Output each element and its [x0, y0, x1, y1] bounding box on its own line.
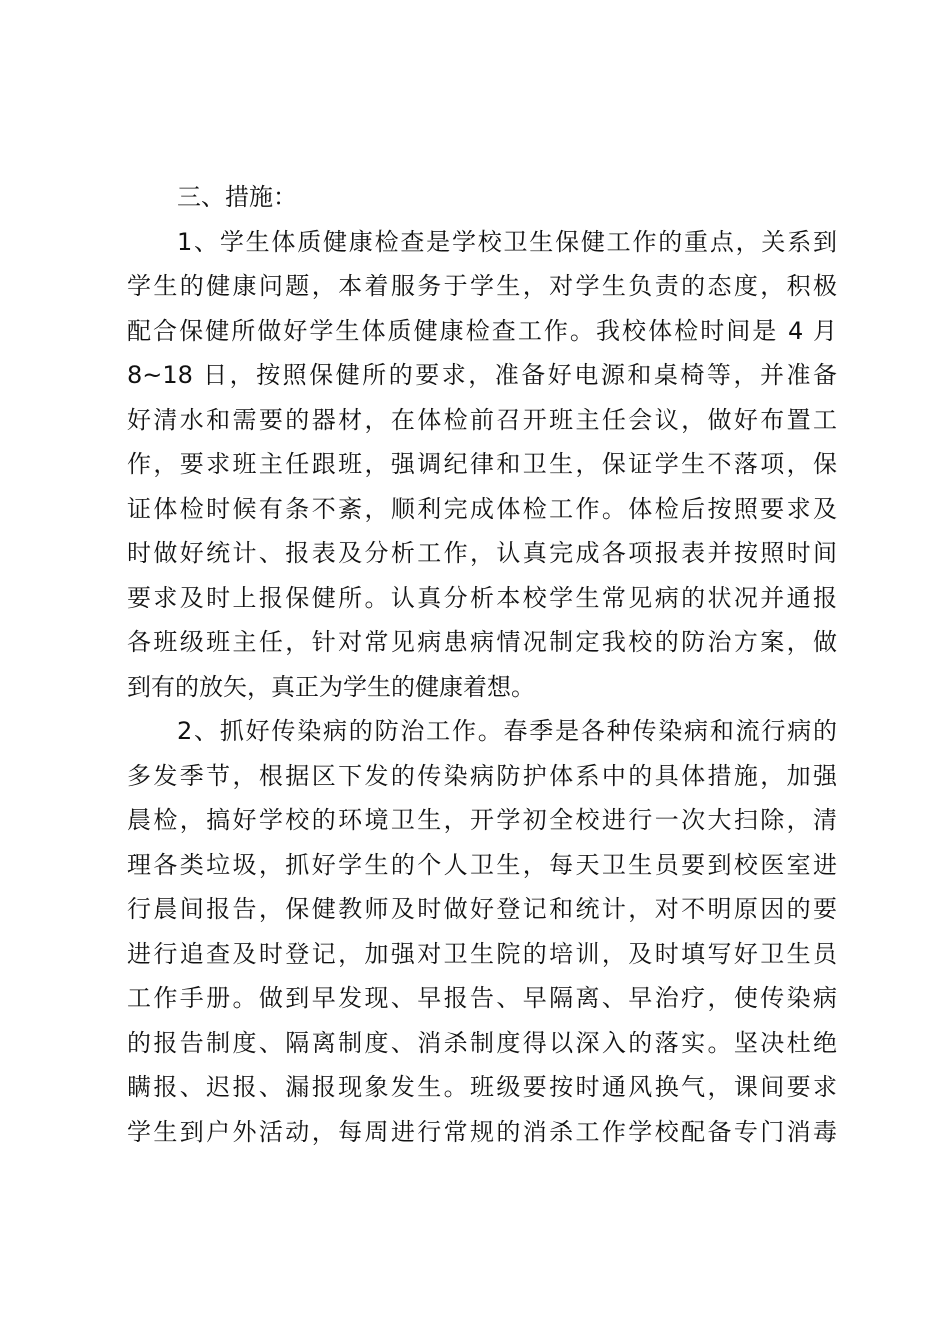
- paragraph-line: 作，要求班主任跟班，强调纪律和卫生，保证学生不落项，保: [127, 450, 837, 478]
- paragraph-2: [127, 709, 837, 1154]
- paragraph-line: 进行追查及时登记，加强对卫生院的培训，及时填写好卫生员: [127, 939, 837, 968]
- paragraph-line: 到有的放矢，真正为学生的健康着想。: [127, 672, 535, 701]
- section-heading: 三、措施：: [177, 183, 297, 211]
- paragraph-1: [127, 220, 837, 710]
- paragraph-line: 的报告制度、隔离制度、消杀制度得以深入的落实。坚决杜绝: [127, 1028, 837, 1057]
- paragraph-line: 多发季节，根据区下发的传染病防护体系中的具体措施，加强: [127, 761, 837, 790]
- paragraph-line: 各班级班主任，针对常见病患病情况制定我校的防治方案，做: [127, 628, 837, 656]
- paragraph-line: 晨检，搞好学校的环境卫生，开学初全校进行一次大扫除，清: [127, 806, 837, 834]
- paragraph-line: 1、学生体质健康检查是学校卫生保健工作的重点，关系到: [177, 227, 837, 256]
- paragraph-line: 理各类垃圾，抓好学生的个人卫生，每天卫生员要到校医室进: [127, 850, 837, 879]
- paragraph-line: 时做好统计、报表及分析工作，认真完成各项报表并按照时间: [127, 539, 837, 567]
- document-body: [127, 175, 837, 1154]
- paragraph-line: 学生的健康问题，本着服务于学生，对学生负责的态度，积极: [127, 272, 837, 300]
- paragraph-line: 学生到户外活动，每周进行常规的消杀工作学校配备专门消毒: [127, 1117, 837, 1146]
- paragraph-line: 2、抓好传染病的防治工作。春季是各种传染病和流行病的: [177, 717, 837, 745]
- paragraph-line: 行晨间报告，保健教师及时做好登记和统计，对不明原因的要: [127, 895, 837, 923]
- paragraph-line: 要求及时上报保健所。认真分析本校学生常见病的状况并通报: [127, 583, 837, 612]
- paragraph-line: 8~18 日，按照保健所的要求，准备好电源和桌椅等，并准备: [127, 361, 837, 389]
- paragraph-line: 证体检时候有条不紊，顺利完成体检工作。体检后按照要求及: [127, 494, 837, 523]
- paragraph-line: 好清水和需要的器材，在体检前召开班主任会议，做好布置工: [127, 405, 837, 434]
- paragraph-line: 瞒报、迟报、漏报现象发生。班级要按时通风换气，课间要求: [127, 1073, 837, 1101]
- paragraph-line: 配合保健所做好学生体质健康检查工作。我校体检时间是 4 月: [127, 316, 837, 345]
- paragraph-line: 工作手册。做到早发现、早报告、早隔离、早治疗，使传染病: [127, 984, 837, 1012]
